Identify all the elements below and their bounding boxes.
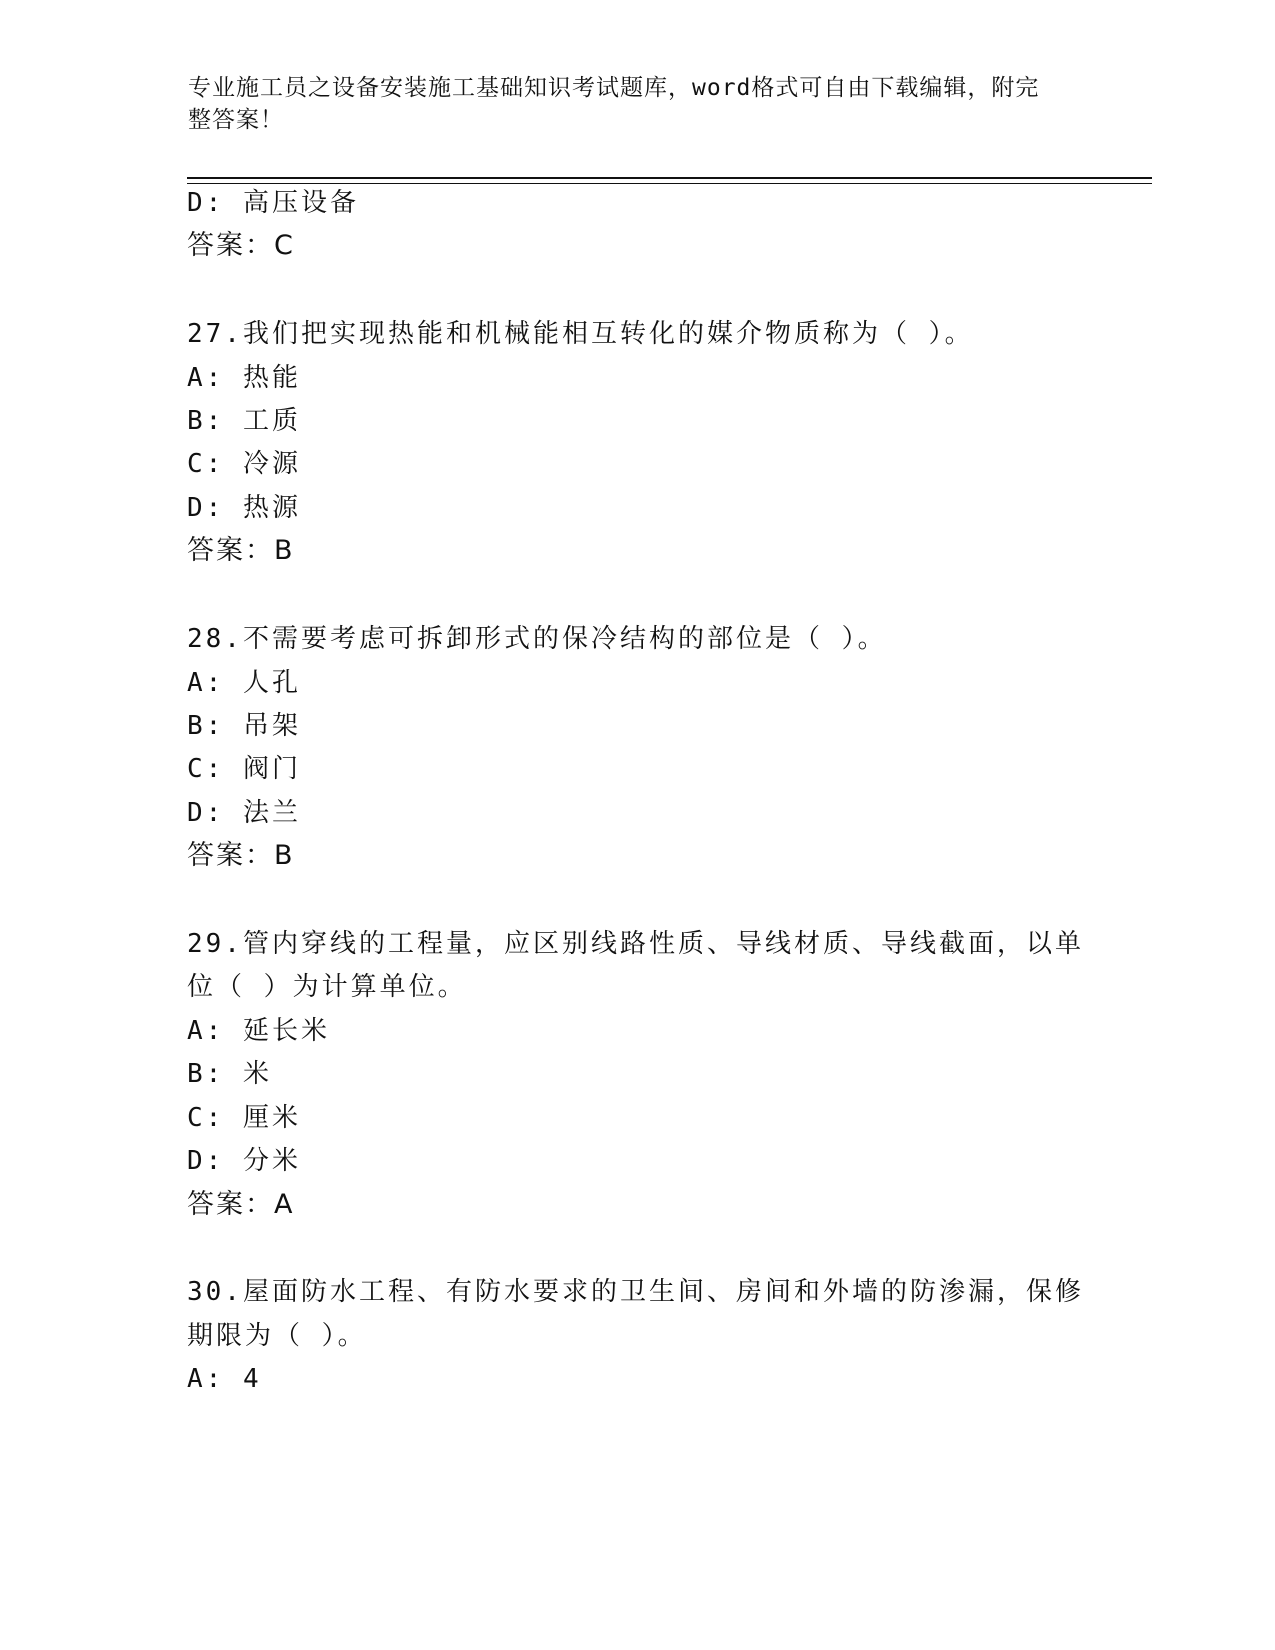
q28-answer: 答案：B bbox=[187, 840, 295, 871]
q28-option-c: C: 阀门 bbox=[187, 754, 301, 784]
header-line-1: 专业施工员之设备安装施工基础知识考试题库，word格式可自由下载编辑，附完 bbox=[188, 75, 1040, 101]
q29-option-d: D: 分米 bbox=[187, 1146, 301, 1176]
q29-option-c: C: 厘米 bbox=[187, 1103, 301, 1133]
q28-question: 28.不需要考虑可拆卸形式的保冷结构的部位是（ ）。 bbox=[187, 624, 887, 654]
q29-answer: 答案：A bbox=[187, 1189, 295, 1220]
q30-option-a: A: 4 bbox=[187, 1364, 262, 1394]
document-header bbox=[188, 72, 1068, 136]
q28-option-b: B: 吊架 bbox=[187, 711, 301, 741]
prev-answer: 答案：C bbox=[187, 230, 295, 261]
q30-question-line-1: 30.屋面防水工程、有防水要求的卫生间、房间和外墙的防渗漏，保修 bbox=[187, 1277, 1084, 1307]
q29-option-a: A: 延长米 bbox=[187, 1016, 330, 1046]
q27-option-b: B: 工质 bbox=[187, 406, 301, 436]
q27-question: 27.我们把实现热能和机械能相互转化的媒介物质称为（ ）。 bbox=[187, 319, 974, 349]
q27-option-c: C: 冷源 bbox=[187, 449, 301, 479]
q29-option-b: B: 米 bbox=[187, 1059, 272, 1089]
q29-question-line-2: 位（ ）为计算单位。 bbox=[187, 972, 467, 1002]
header-divider-thick bbox=[187, 177, 1152, 179]
q27-option-a: A: 热能 bbox=[187, 363, 301, 393]
q28-option-a: A: 人孔 bbox=[187, 668, 301, 698]
q27-answer: 答案：B bbox=[187, 535, 295, 566]
prev-option-d: D: 高压设备 bbox=[187, 188, 359, 218]
header-divider-thin bbox=[187, 183, 1152, 184]
q28-option-d: D: 法兰 bbox=[187, 798, 301, 828]
header-line-2: 整答案！ bbox=[188, 107, 284, 133]
q30-question-line-2: 期限为（ ）。 bbox=[187, 1321, 367, 1351]
q27-option-d: D: 热源 bbox=[187, 493, 301, 523]
q29-question-line-1: 29.管内穿线的工程量，应区别线路性质、导线材质、导线截面，以单 bbox=[187, 929, 1084, 959]
